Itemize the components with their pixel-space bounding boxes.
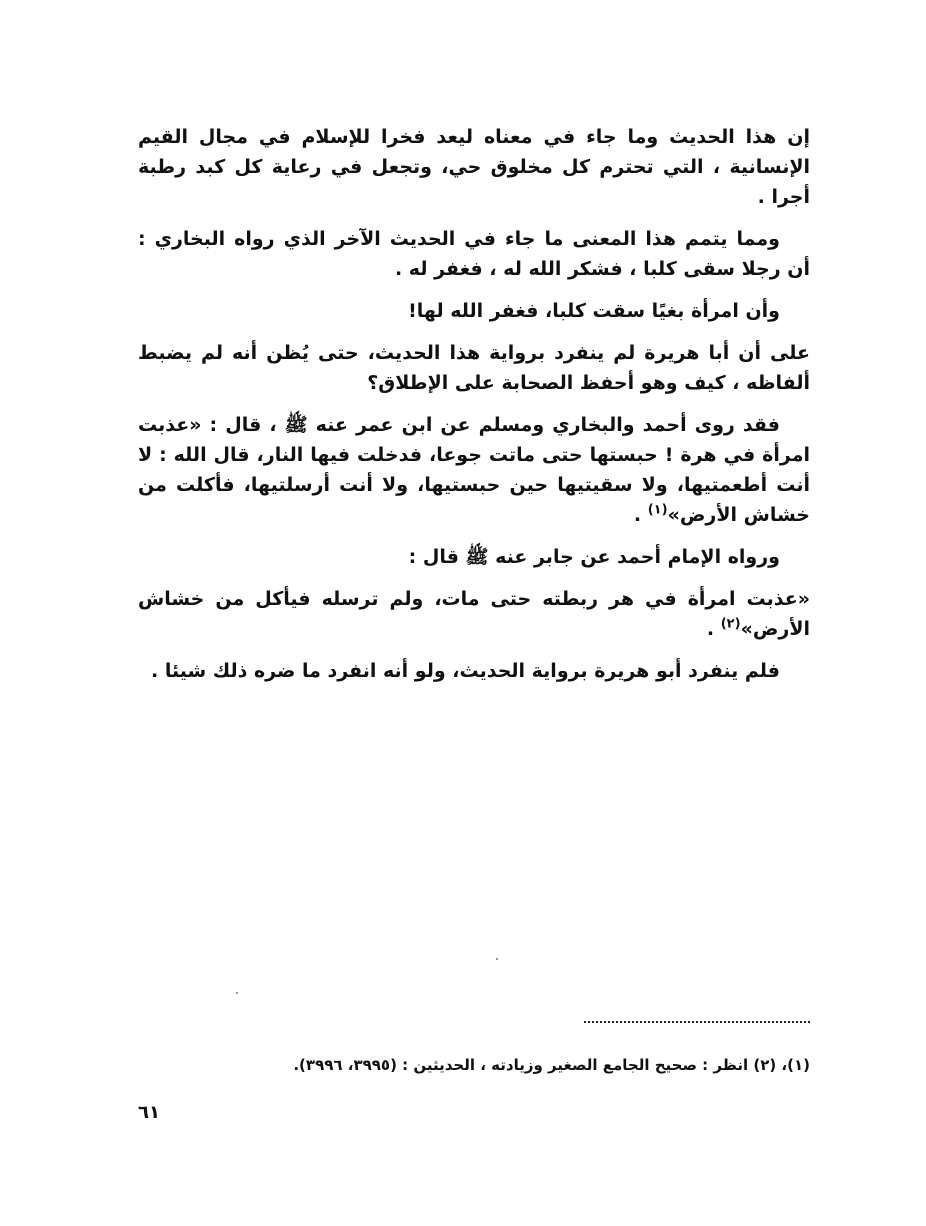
paragraph-7 bbox=[138, 584, 810, 644]
paragraph-1-text: إن هذا الحديث وما جاء في معناه ليعد فخرا للإسلام في مجال القيم الإنسانية ، التي تحترم كل مخلوق حي، وتجعل في رعاية كل كبد رطبة أجرا . bbox=[138, 126, 810, 208]
paragraph-8 bbox=[138, 656, 810, 686]
footnote-ref-1: (١) bbox=[647, 502, 668, 518]
paragraph-5 bbox=[138, 410, 810, 530]
paragraph-8-text: فلم ينفرد أبو هريرة برواية الحديث، ولو أنه انفرد ما ضره ذلك شيئا . bbox=[151, 660, 780, 682]
paragraph-2-text: ومما يتمم هذا المعنى ما جاء في الحديث الآخر الذي رواه البخاري : أن رجلا سقى كلبا ، فشكر الله له ، فغفر له . bbox=[138, 228, 810, 280]
scan-speck bbox=[496, 958, 498, 960]
paragraph-6 bbox=[138, 542, 810, 572]
footnote: (١)، (٢) انظر : صحيح الجامع الصغير وزيادته ، الحديثين : (٣٩٩٥، ٣٩٩٦). bbox=[293, 1056, 810, 1074]
paragraph-5-text: فقد روى أحمد والبخاري ومسلم عن ابن عمر عنه ﷺ ، قال : «عذبت امرأة في هرة ! حبستها حتى ماتت جوعا، فدخلت فيها النار، قال الله : لا أنت أطعمتيها، ولا سقيتيها حين حبستيها، ولا أنت أرسلتيها، فأكلت من خشاش الأرض» bbox=[138, 414, 810, 526]
paragraph-2 bbox=[138, 224, 810, 284]
paragraph-3-text: وأن امرأة بغيًا سقت كلبا، فغفر الله لها! bbox=[408, 300, 780, 322]
paragraph-6-text: ورواه الإمام أحمد عن جابر عنه ﷺ قال : bbox=[408, 546, 780, 568]
paragraph-7-tail: . bbox=[706, 618, 721, 640]
paragraph-5-tail: . bbox=[633, 504, 648, 526]
footnote-ref-2: (٢) bbox=[720, 616, 741, 632]
paragraph-4-text: على أن أبا هريرة لم ينفرد برواية هذا الحديث، حتى يُظن أنه لم يضبط ألفاظه ، كيف وهو أحفظ الصحابة على الإطلاق؟ bbox=[138, 342, 810, 394]
paragraph-7-text: «عذبت امرأة في هر ربطته حتى مات، ولم ترسله فيأكل من خشاش الأرض» bbox=[138, 588, 810, 640]
paragraph-3 bbox=[138, 296, 810, 326]
paragraph-4 bbox=[138, 338, 810, 398]
page-number: ٦١ bbox=[138, 1102, 160, 1123]
footnote-divider bbox=[584, 1021, 810, 1023]
paragraph-1 bbox=[138, 122, 810, 212]
scan-speck bbox=[236, 992, 238, 994]
main-text bbox=[138, 122, 810, 698]
